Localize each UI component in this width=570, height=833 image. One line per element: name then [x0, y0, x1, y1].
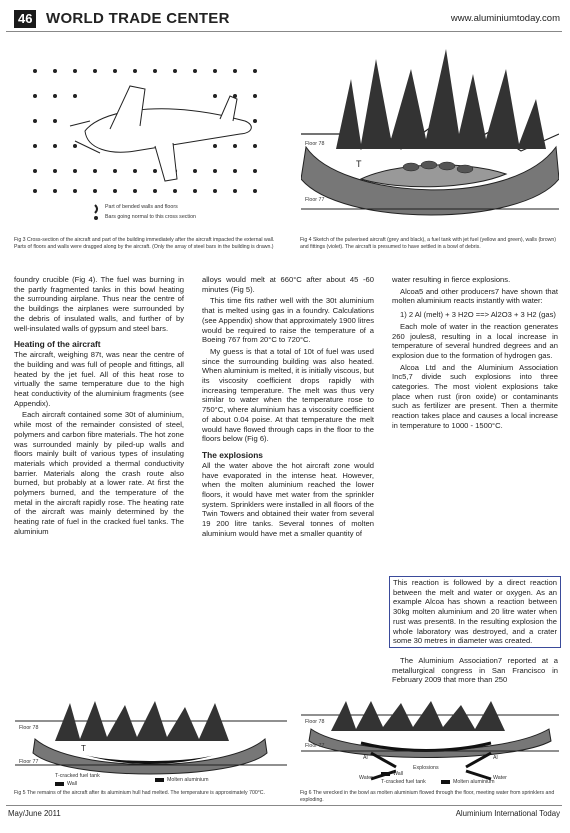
figure-4 — [300, 38, 558, 232]
fig6-label-al-right: Al — [493, 755, 498, 761]
column-1 — [14, 275, 184, 539]
legend-bars — [94, 216, 98, 220]
aircraft-outline — [70, 86, 251, 181]
fig6-legend-wall: Wall — [393, 771, 404, 777]
heading-heating-of-aircraft: Heating of the aircraft — [14, 339, 101, 350]
col3-paragraph-2: Alcoa5 and other producers7 have shown that molten aluminium reacts instantly with water: — [392, 286, 558, 306]
fig5-legend-wall: Wall — [67, 781, 78, 787]
fig5-floor-78: Floor 78 — [19, 725, 39, 731]
fig6-floor-78: Floor 78 — [305, 719, 325, 725]
fig5-legend-tank: T-cracked fuel tank — [55, 773, 100, 779]
svg-text:T: T — [81, 744, 86, 753]
col3-paragraph-6: The Aluminium Association7 reported at a metallurgical congress in San Francisco in February 2009 that more than 250 — [392, 656, 558, 685]
figure-4-drawing — [301, 39, 559, 233]
figure-4-caption: Fig 4 Sketch of the pulverised aircraft (grey and black), a fuel tank with jet fuel (yellow and green), walls (brown) and fittings (violet). The aircraft is presumed to have settled in a bowl of debris. — [300, 237, 557, 250]
figure-5-caption: Fig 5 The remains of the aircraft after its aluminium hull had melted. The temperature is approximately 700°C. — [14, 790, 265, 796]
column-3 — [392, 275, 558, 433]
magazine-name: Aluminium International Today — [455, 809, 560, 818]
fig5-legend-molten: Molten aluminium — [167, 777, 209, 783]
fig3-legend-bars: Bars going normal to this cross section — [105, 214, 196, 220]
fig6-label-water-left: Water — [359, 775, 373, 781]
fig5-legend-molten-row — [155, 777, 209, 784]
issue-date: May/June 2011 — [8, 809, 61, 818]
page-footer — [6, 805, 562, 821]
fig6-legend-molten-row — [441, 779, 495, 786]
debris-peaks — [331, 701, 505, 731]
section-title: WORLD TRADE CENTER — [46, 10, 230, 27]
col2-paragraph-2: This time fits rather well with the 30t aluminium that is melted using gas in a foundry. Calculations (see Appendix) show that approximately 1900 litres would be required to raise the temperature of a Boeing 767 from 20°C to 720°C. — [202, 296, 374, 345]
fig3-legend-walls: Part of bended walls and floors — [105, 204, 178, 210]
column-3-continued — [392, 656, 558, 687]
col2-paragraph-3: My guess is that a total of 10t of fuel was used since the surrounding building was also heated. When aluminium is melted, it is initially viscous, but its viscosity coefficient drops rapidly with increasing temperature. The melt was thus very similar to water when the temperature rose to 750°C, where aluminium has a viscosity coefficient of about 0.04 poise. At that temperature the melt would have flowed through caps in the floor to the floors below (Fig 6). — [202, 346, 374, 444]
wall-swatch — [381, 772, 390, 776]
fig6-legend-wall-row — [381, 771, 403, 778]
svg-text:T: T — [356, 159, 362, 169]
col1-paragraph-2: The aircraft, weighing 87t, was near the centre of the building and was full of people and fittings, all heated by the jet fuel. All of this heat rose to virtually the same temperature due to the high heat conductivity of the aluminium fragments (see Appendix). — [14, 350, 184, 408]
fig6-label-explosions: Explosions — [413, 765, 439, 771]
fig6-label-water-right: Water — [493, 775, 507, 781]
page-header — [6, 6, 562, 32]
figure-6-caption: Fig 6 The wrecked in the bowl as molten aluminium flowed through the floor, meeting water from sprinklers and exploding. — [300, 790, 555, 803]
col2-paragraph-4: All the water above the hot aircraft zone would have evaporated in the intense heat. However, when the molten aluminium reached the lower floors, it would have met water from the sprinkler system. Sprinklers were installed in all floors of the Twin Towers and obtained their water from several 19 200 litre tanks. Several tonnes of molten aluminium would have met a smaller quantity of — [202, 460, 374, 538]
fig6-floor-77: Floor 77 — [305, 743, 325, 749]
figure-6 — [300, 700, 558, 786]
molten-swatch — [441, 780, 450, 784]
figure-3 — [14, 40, 284, 230]
fig6-legend-tank: T-cracked fuel tank — [381, 779, 426, 785]
legend-walls — [95, 205, 97, 213]
col3-paragraph-1: water resulting in fierce explosions. — [392, 275, 511, 284]
debris-bowl — [309, 729, 551, 758]
col3-paragraph-3: Each mole of water in the reaction generates 260 joules8, resulting in a local increase in temperature of several hundred degrees and an explosion due to the formation of hydrogen gas. — [392, 321, 558, 360]
page-number: 46 — [14, 10, 36, 28]
debris-bowl — [33, 739, 267, 774]
figure-3-caption: Fig 3 Cross-section of the aircraft and part of the building immediately after the aircraft impacted the external wall. Parts of floors and walls were dragged along by the aircraft. (Only the array of steel bars in the building is drawn.) — [14, 237, 275, 250]
equation-1: 1) 2 Al (melt) + 3 H2O ==> Al2O3 + 3 H2 (gas) — [400, 310, 556, 320]
col1-paragraph-3: Each aircraft contained some 30t of aluminium, while most of the remainder consisted of steel, polymers and carbon fibre materials. The hot zone was surrounded mainly by piled-up walls and floors mainly built of various types of insulating materials which provided a thermal conductivity barrier. Materials along the crash route also burned, but probably at a lower rate. At first the polymers burned, and the temperature of the metal in the aircraft rapidly rose. The heating rate of the aircraft was mainly determined by the heating rate of fuel in the cracked fuel tanks. The aluminium — [14, 410, 184, 536]
highlighted-passage — [389, 576, 561, 648]
fig5-floor-77: Floor 77 — [19, 759, 39, 765]
fig4-floor-78: Floor 78 — [305, 141, 325, 147]
molten-swatch — [155, 778, 164, 782]
figure-5 — [14, 700, 286, 786]
fig6-label-al-left: Al — [363, 755, 368, 761]
debris-peaks — [336, 49, 546, 149]
fig5-legend-wall-row — [55, 781, 77, 788]
heading-explosions: The explosions — [202, 449, 263, 460]
figure-6-drawing — [301, 701, 559, 787]
col1-paragraph-1: foundry crucible (Fig 4). The fuel was burning in the partly fragmented tanks in this bowl heating the surrounding airplane. Thus near the centre of the buildings the airplanes were surrounded by the debris of insulated walls, and further of by well-insulated walls of gypsum and steel bars. — [14, 275, 184, 333]
column-2 — [202, 275, 374, 541]
col2-paragraph-1: alloys would melt at 660°C after about 45 -60 minutes (Fig 5). — [202, 275, 374, 294]
website-url: www.aluminiumtoday.com — [450, 13, 560, 24]
col3-paragraph-4: Alcoa Ltd and the Aluminium Association Inc5,7 divide such explosions into three categories. The most violent explosions take place when rust (iron oxide) or contaminants such as fertilizer are present. Then a thermite reaction takes place and causes a local increase in temperature to 1000 - 1500°C. — [392, 362, 558, 430]
wall-swatch — [55, 782, 64, 786]
fig6-legend-molten: Molten aluminium — [453, 779, 495, 785]
fig4-floor-77: Floor 77 — [305, 197, 325, 203]
figure-3-drawing — [15, 41, 285, 231]
explosion-arrow-water-right — [466, 771, 491, 779]
col3-paragraph-5: This reaction is followed by a direct reaction between the melt and water or oxygen. As an example Alcoa has shown a reaction between 30kg molten aluminium and 20 litre water when rust was present8. In the resulting explosion the whole laboratory was destroyed, and a crater some 30 metres in diameter was created. — [393, 578, 557, 646]
